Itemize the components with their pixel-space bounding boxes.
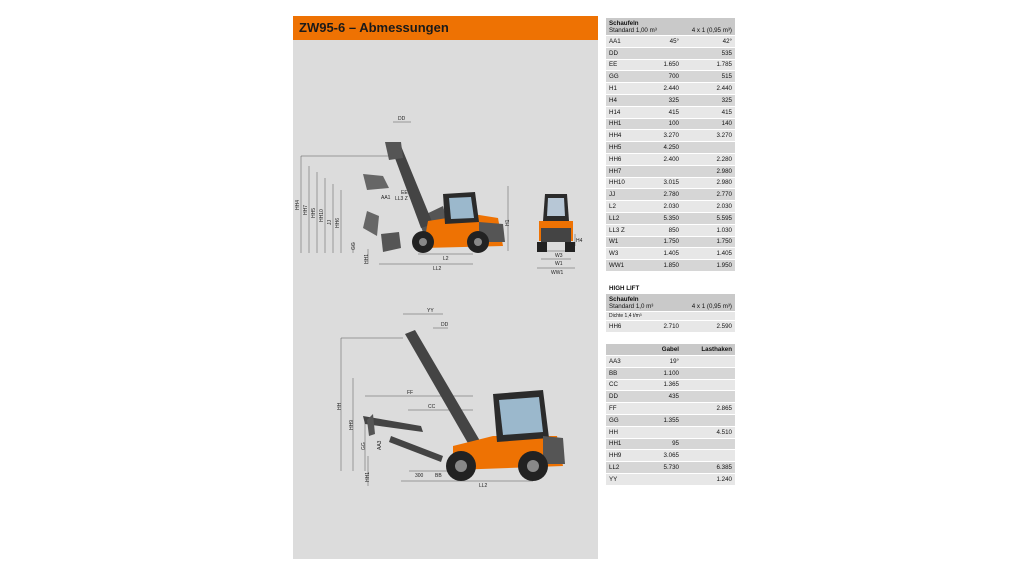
table-row: [606, 355, 735, 367]
dim-ll3z: LL3 Z: [395, 196, 408, 202]
row-value: 19°: [669, 357, 679, 365]
row-value: 2.440: [716, 85, 732, 93]
dim-bb: BB: [435, 473, 442, 479]
row-label: W3: [609, 250, 619, 258]
table-row: [606, 402, 735, 414]
title-bar: [293, 16, 598, 40]
dim-hh9: HH9: [349, 419, 355, 430]
table-row: [606, 320, 735, 332]
row-value: 2.780: [663, 191, 679, 199]
loader-side-view-diagram: [293, 46, 598, 296]
row-label: DD: [609, 49, 618, 57]
dim-l2: L2: [443, 256, 449, 262]
row-label: LL2: [609, 214, 620, 222]
table-body: [606, 320, 735, 332]
row-value: 95: [672, 440, 679, 448]
table-row: [606, 59, 735, 71]
header-schaufeln: Schaufeln: [609, 296, 639, 303]
dim-jj: JJ: [327, 220, 333, 225]
row-label: LL2: [609, 464, 620, 472]
row-value: 325: [668, 96, 679, 104]
row-label: AA1: [609, 37, 621, 45]
dim-aa3: AA3: [377, 440, 383, 450]
row-value: 2.980: [716, 167, 732, 175]
row-value: 140: [721, 120, 732, 128]
table-row: [606, 449, 735, 461]
header-schaufeln: Schaufeln: [609, 20, 639, 27]
dim-ll2: LL2: [433, 266, 442, 272]
row-value: 5.595: [716, 214, 732, 222]
row-value: 415: [668, 108, 679, 116]
table-row: [606, 247, 735, 259]
row-value: 1.030: [716, 226, 732, 234]
row-value: 3.270: [663, 132, 679, 140]
row-value: 4.250: [663, 144, 679, 152]
row-value: 2.590: [716, 322, 732, 330]
row-label: DD: [609, 393, 618, 401]
row-label: H4: [609, 96, 617, 104]
header-gabel: Gabel: [661, 346, 679, 353]
row-value: 4.510: [716, 428, 732, 436]
row-label: GG: [609, 73, 619, 81]
row-label: GG: [609, 416, 619, 424]
density-row: [606, 311, 735, 320]
table-body: [606, 355, 735, 485]
table-row: [606, 153, 735, 165]
row-label: H1: [609, 85, 617, 93]
row-value: 700: [668, 73, 679, 81]
dim-ff: FF: [407, 390, 414, 396]
row-label: W1: [609, 238, 619, 246]
row-value: 1.355: [663, 416, 679, 424]
row-label: HH7: [609, 167, 622, 175]
table-row: [606, 165, 735, 177]
row-value: 1.750: [716, 238, 732, 246]
table-row: [606, 438, 735, 450]
dimension-drawings-panel: [293, 16, 598, 559]
row-label: JJ: [609, 191, 616, 199]
table-row: [606, 259, 735, 271]
table-row: [606, 379, 735, 391]
row-label: CC: [609, 381, 618, 389]
table-row: [606, 47, 735, 59]
row-value: 3.015: [663, 179, 679, 187]
header-col2: 4 x 1 (0,95 m³): [691, 303, 732, 310]
row-value: 2.280: [716, 155, 732, 163]
row-value: 435: [668, 393, 679, 401]
table-header: [606, 294, 735, 311]
row-value: 3.270: [716, 132, 732, 140]
row-value: 45°: [669, 37, 679, 45]
table-row: [606, 414, 735, 426]
dim-aa1: AA1: [381, 195, 391, 201]
row-label: BB: [609, 369, 618, 377]
dim-ll2-2: LL2: [479, 483, 488, 489]
header-col1: Standard 1,00 m³: [609, 27, 657, 34]
row-value: 1.240: [716, 475, 732, 483]
table-row: [606, 236, 735, 248]
table-row: [606, 188, 735, 200]
table-row: [606, 473, 735, 485]
table-row: [606, 70, 735, 82]
row-label: EE: [609, 61, 618, 69]
table-row: [606, 129, 735, 141]
table-row: [606, 224, 735, 236]
row-value: 42°: [722, 37, 732, 45]
row-label: HH1: [609, 440, 622, 448]
table-body: [606, 35, 735, 271]
header-lasthaken: Lasthaken: [701, 346, 732, 353]
row-label: HH: [609, 428, 618, 436]
row-value: 1.405: [663, 250, 679, 258]
row-value: 5.730: [663, 464, 679, 472]
table-row: [606, 118, 735, 130]
row-value: 2.710: [663, 322, 679, 330]
row-value: 1.785: [716, 61, 732, 69]
wheel-loader-front: [537, 194, 575, 252]
row-value: 850: [668, 226, 679, 234]
dim-hh1: HH1: [364, 253, 370, 264]
dim-w3: W3: [555, 253, 563, 259]
dim-hh6: HH6: [335, 217, 341, 228]
dim-cc: CC: [428, 404, 436, 410]
bucket-dimensions-table: [606, 18, 735, 271]
dim-hh5: HH5: [311, 207, 317, 218]
row-label: WW1: [609, 262, 625, 270]
table-header: [606, 18, 735, 35]
table-row: [606, 390, 735, 402]
row-label: HH10: [609, 179, 625, 187]
dim-hh7: HH7: [303, 204, 309, 215]
dim-hh1-2: HH1: [365, 471, 371, 482]
fork-hook-table: [606, 344, 735, 485]
row-value: 1.750: [663, 238, 679, 246]
table-row: [606, 141, 735, 153]
row-label: YY: [609, 475, 618, 483]
row-label: HH4: [609, 132, 622, 140]
row-value: 1.405: [716, 250, 732, 258]
dim-dd-2: DD: [441, 322, 449, 328]
dim-ee: EE: [401, 190, 408, 196]
row-label: H14: [609, 108, 621, 116]
row-value: 2.440: [663, 85, 679, 93]
row-label: HH6: [609, 322, 622, 330]
row-value: 5.350: [663, 214, 679, 222]
table-row: [606, 106, 735, 118]
row-label: FF: [609, 405, 617, 413]
dim-ww1: WW1: [551, 270, 564, 276]
dim-hh10: HH10: [319, 209, 325, 222]
table-row: [606, 426, 735, 438]
table-header: [606, 344, 735, 355]
row-value: 1.100: [663, 369, 679, 377]
dim-hh: HH: [337, 402, 343, 410]
table-row: [606, 367, 735, 379]
header-col2: 4 x 1 (0,95 m³): [691, 27, 732, 34]
row-value: 1.950: [716, 262, 732, 270]
row-value: 1.650: [663, 61, 679, 69]
row-value: 415: [721, 108, 732, 116]
row-value: 2.980: [716, 179, 732, 187]
dim-hh4: HH4: [295, 199, 301, 210]
dim-h1: H1: [505, 219, 511, 226]
row-value: 2.030: [663, 203, 679, 211]
row-label: LL3 Z: [609, 226, 625, 234]
dim-gg-2: GG: [361, 442, 367, 450]
table-row: [606, 82, 735, 94]
table-row: [606, 461, 735, 473]
row-value: 3.065: [663, 452, 679, 460]
dim-300: 300: [415, 473, 424, 479]
row-value: 6.385: [716, 464, 732, 472]
loader-fork-diagram: [293, 286, 598, 546]
row-value: 2.030: [716, 203, 732, 211]
dim-h4: H4: [576, 238, 583, 244]
row-label: AA3: [609, 357, 621, 365]
table-row: [606, 35, 735, 47]
high-lift-table: [606, 294, 735, 332]
dim-w1: W1: [555, 261, 563, 267]
table-row: [606, 200, 735, 212]
row-label: HH6: [609, 155, 622, 163]
row-value: 1.365: [663, 381, 679, 389]
row-value: 325: [721, 96, 732, 104]
row-value: 1.850: [663, 262, 679, 270]
high-lift-label: HIGH LIFT: [609, 285, 640, 292]
row-label: HH1: [609, 120, 622, 128]
dim-dd: DD: [398, 116, 406, 122]
row-value: 2.865: [716, 405, 732, 413]
header-col1: Standard 1,0 m³: [609, 303, 654, 310]
row-label: HH9: [609, 452, 622, 460]
wheel-loader-fork-side: [363, 330, 565, 481]
table-row: [606, 212, 735, 224]
table-row: [606, 177, 735, 189]
row-value: 2.770: [716, 191, 732, 199]
table-row: [606, 94, 735, 106]
row-label: L2: [609, 203, 616, 211]
row-value: 535: [721, 49, 732, 57]
page-title: ZW95-6 – Abmessungen: [299, 20, 449, 35]
row-value: 2.400: [663, 155, 679, 163]
row-label: HH5: [609, 144, 622, 152]
density-label: Dichte 1,4 t/m³: [609, 313, 642, 319]
row-value: 515: [721, 73, 732, 81]
row-value: 100: [668, 120, 679, 128]
dim-yy: YY: [427, 308, 434, 314]
dim-gg: GG: [351, 242, 357, 250]
